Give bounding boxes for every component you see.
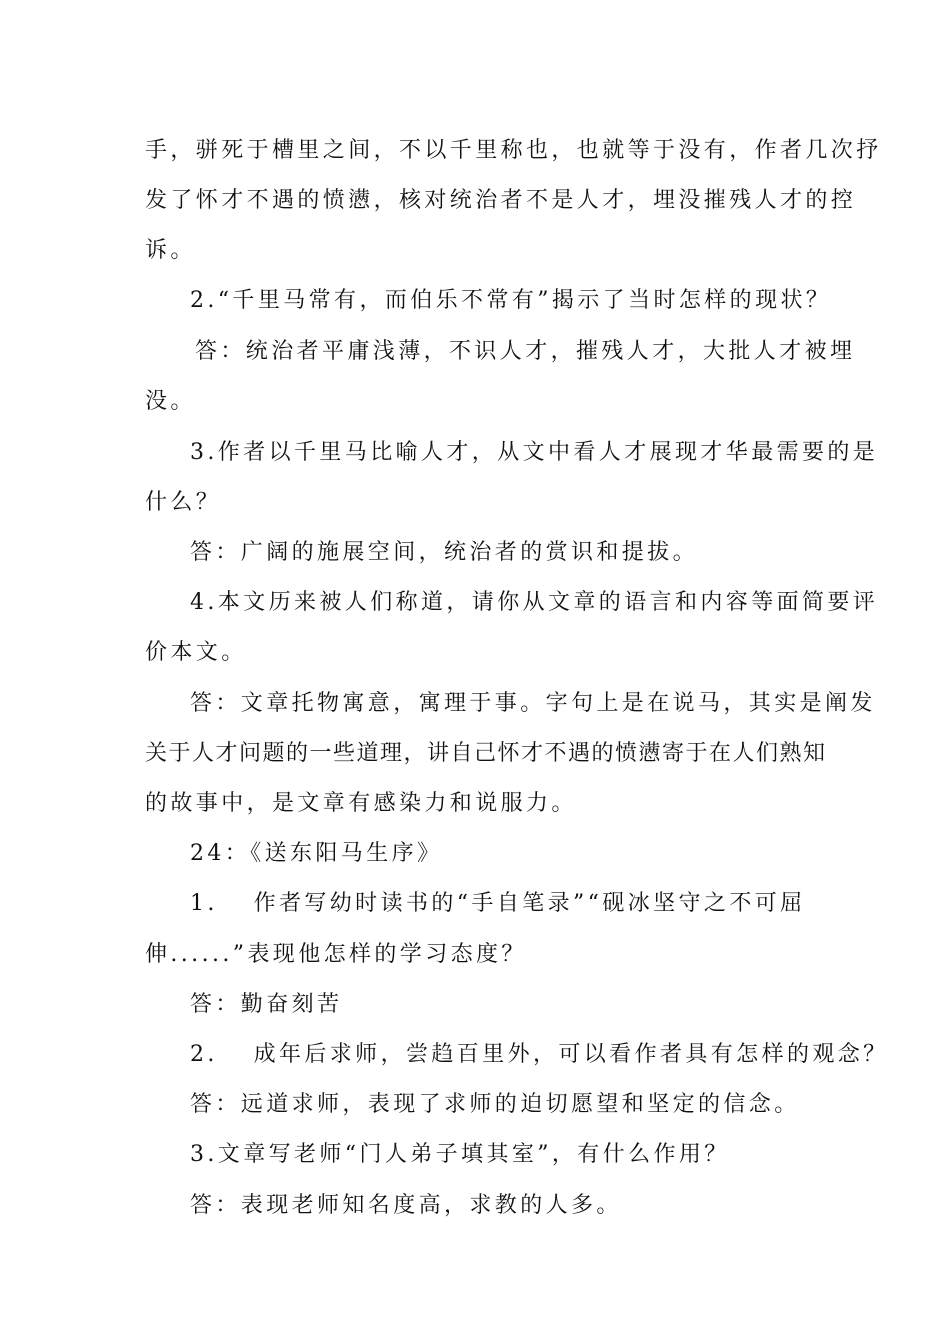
paragraph-line: 手，骈死于槽里之间，不以千里称也，也就等于没有，作者几次抒 (145, 138, 882, 163)
paragraph-line: 什么？ (145, 490, 222, 515)
answer-3: 答：广阔的施展空间，统治者的赏识和提拔。 (190, 540, 699, 565)
paragraph-line: 关于人才问题的一些道理，讲自己怀才不遇的愤懑寄于在人们熟知 (145, 741, 827, 766)
paragraph-line: 发了怀才不遇的愤懑，核对统治者不是人才，埋没摧残人才的控 (145, 188, 857, 213)
paragraph-line: 诉。 (145, 238, 196, 263)
answer-2: 答：统治者平庸浅薄，不识人才，摧残人才，大批人才被埋 (195, 339, 856, 364)
answer-3b: 答：表现老师知名度高，求教的人多。 (190, 1193, 622, 1218)
paragraph-line: 伸......”表现他怎样的学习态度？ (145, 942, 527, 967)
paragraph-line: 没。 (145, 389, 196, 414)
paragraph-line: 的故事中，是文章有感染力和说服力。 (145, 791, 577, 816)
paragraph-line: 价本文。 (145, 640, 247, 665)
answer-2b: 答：远道求师，表现了求师的迫切愿望和坚定的信念。 (190, 1092, 800, 1117)
answer-1: 答：勤奋刻苦 (190, 992, 343, 1017)
section-title: 24：《送东阳马生序》 (190, 841, 443, 866)
question-1: 1. 作者写幼时读书的“手自笔录”“砚冰坚守之不可屈 (190, 891, 806, 916)
question-2b: 2. 成年后求师，尝趋百里外，可以看作者具有怎样的观念？ (190, 1042, 889, 1067)
question-2: 2.“千里马常有，而伯乐不常有”揭示了当时怎样的现状？ (190, 288, 832, 313)
question-4: 4.本文历来被人们称道，请你从文章的语言和内容等面简要评 (190, 590, 879, 615)
answer-4: 答：文章托物寓意，寓理于事。字句上是在说马，其实是阐发 (190, 691, 876, 716)
question-3b: 3.文章写老师“门人弟子填其室”，有什么作用？ (190, 1142, 730, 1167)
question-3: 3.作者以千里马比喻人才，从文中看人才展现才华最需要的是 (190, 440, 879, 465)
